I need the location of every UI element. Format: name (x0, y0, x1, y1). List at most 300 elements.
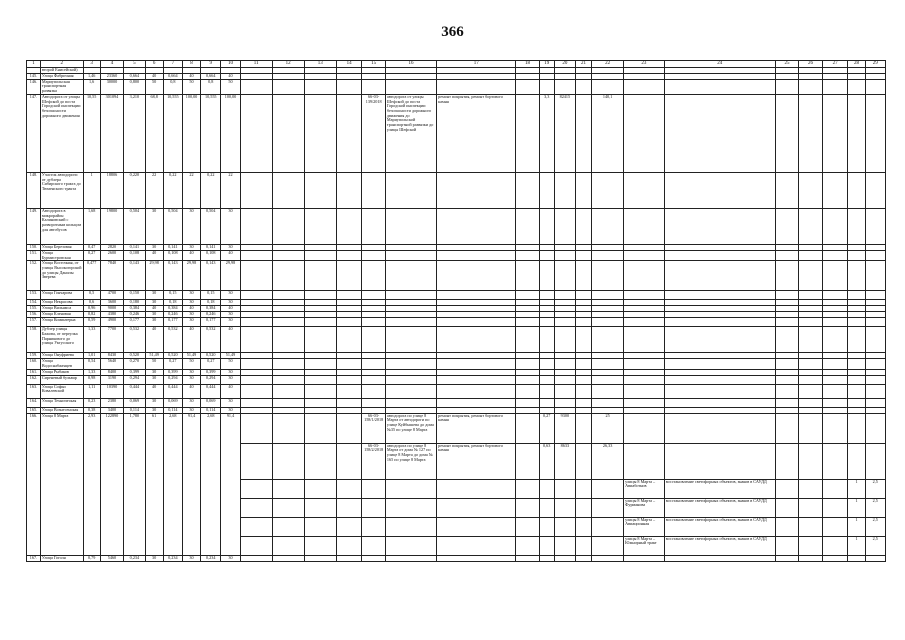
table-cell (385, 384, 436, 398)
table-cell: 150. (27, 244, 41, 250)
table-cell (865, 261, 885, 291)
table-cell (576, 443, 592, 479)
table-cell (516, 291, 540, 300)
table-cell: 40 (145, 384, 163, 398)
table-cell (775, 443, 799, 479)
table-cell (539, 208, 554, 244)
table-cell (516, 172, 540, 208)
table-cell (664, 384, 775, 398)
table-cell (848, 443, 865, 479)
table-cell: 30 (182, 369, 200, 375)
table-cell (799, 384, 823, 398)
table-cell: 40 (182, 384, 200, 398)
table-cell: 162. (27, 375, 41, 384)
table-cell: 1,01 (83, 353, 100, 359)
table-cell (554, 384, 575, 398)
table-cell: Улица Бурмистровская (40, 250, 83, 260)
table-row (27, 261, 886, 291)
table-cell: 29,98 (145, 261, 163, 291)
table-cell: 40 (182, 250, 200, 260)
table-cell: 2,5 (865, 498, 885, 517)
table-body (27, 68, 886, 562)
table-cell (539, 327, 554, 353)
table-cell (775, 555, 799, 561)
table-cell (240, 413, 272, 443)
table-cell (799, 479, 823, 498)
table-cell (516, 413, 540, 443)
table-cell: 30 (182, 398, 200, 407)
page-number: 366 (441, 24, 464, 40)
table-cell: улицы 8 Марта – Южнорный тракт (624, 536, 665, 555)
table-cell: 0,79 (83, 555, 100, 561)
table-cell (304, 517, 336, 536)
table-cell (362, 318, 386, 327)
table-cell: Улица Водоснабженцев (40, 359, 83, 369)
table-cell: улицы 8 Марта – Авиационная (624, 517, 665, 536)
table-cell (592, 375, 624, 384)
table-cell (664, 443, 775, 479)
table-cell (822, 536, 848, 555)
column-number-21: 21 (576, 61, 592, 68)
table-cell (664, 172, 775, 208)
table-cell: 0,532 (124, 327, 145, 353)
table-cell (336, 555, 362, 561)
table-cell (592, 398, 624, 407)
table-cell (272, 250, 304, 260)
table-cell: 2,5 (865, 479, 885, 498)
column-number-25: 25 (775, 61, 799, 68)
table-cell (437, 359, 516, 369)
table-cell: Улица Гоголя (40, 555, 83, 561)
table-cell (240, 318, 272, 327)
table-cell (272, 359, 304, 369)
table-cell (624, 261, 665, 291)
table-cell: 1,6 (83, 79, 100, 94)
table-cell: 0,246 (201, 312, 221, 318)
table-cell (848, 291, 865, 300)
table-cell (362, 208, 386, 244)
table-cell: 0,520 (201, 353, 221, 359)
table-cell (592, 250, 624, 260)
table-cell (240, 359, 272, 369)
table-cell: Участок автодороги от дублера Сибирского тракта до Тюменского тракта (40, 172, 83, 208)
table-cell: 158. (27, 327, 41, 353)
table-cell: восстановление светофорных объектов, знаков в САУДД (664, 498, 775, 517)
table-cell (539, 398, 554, 407)
table-cell: 0,59 (83, 318, 100, 327)
table-cell: 146. (27, 79, 41, 94)
table-cell: 40 (221, 384, 240, 398)
table-cell: 167. (27, 555, 41, 561)
table-cell: 0,234 (124, 555, 145, 561)
table-cell: 22 (145, 172, 163, 208)
table-cell (362, 555, 386, 561)
table-cell (437, 536, 516, 555)
table-cell: 30 (182, 208, 200, 244)
column-number-row (27, 61, 886, 68)
table-cell (304, 413, 336, 443)
table-cell (848, 555, 865, 561)
table-cell (516, 94, 540, 172)
table-cell (664, 413, 775, 443)
table-cell (304, 94, 336, 172)
table-cell: Улица 8 Марта (40, 413, 83, 555)
table-cell: 1,780 (124, 413, 145, 555)
table-cell: 0,141 (124, 244, 145, 250)
table-cell: 0,96 (83, 306, 100, 312)
table-cell (272, 172, 304, 208)
table-cell (362, 261, 386, 291)
table-cell (272, 443, 304, 479)
table-cell: 0,664 (201, 73, 221, 79)
table-cell: 0,63 (539, 443, 554, 479)
table-cell: 0,27 (83, 250, 100, 260)
table-cell: 0,8 (201, 79, 221, 94)
table-cell: 50 (145, 359, 163, 369)
table-cell (240, 517, 272, 536)
table-cell (539, 479, 554, 498)
table-cell (822, 375, 848, 384)
table-cell (304, 261, 336, 291)
table-cell: 161. (27, 369, 41, 375)
table-cell: 30 (182, 375, 200, 384)
table-cell: 0,444 (201, 384, 221, 398)
table-cell (385, 327, 436, 353)
table-cell (664, 318, 775, 327)
table-cell: Улица Фабричная (40, 73, 83, 79)
table-cell: 147. (27, 94, 41, 172)
table-cell (272, 318, 304, 327)
table-cell (865, 291, 885, 300)
table-cell: 30 (182, 555, 200, 561)
table-cell: 0,27 (539, 413, 554, 443)
table-cell (240, 327, 272, 353)
table-cell (437, 517, 516, 536)
table-row (27, 79, 886, 94)
table-cell (539, 318, 554, 327)
table-cell: 1,11 (83, 384, 100, 398)
table-cell (516, 443, 540, 479)
table-cell: 29,98 (221, 261, 240, 291)
table-cell: 7700 (100, 327, 124, 353)
table-cell: 0,98 (83, 375, 100, 384)
table-cell (240, 94, 272, 172)
table-cell: 0,22 (163, 172, 182, 208)
table-cell (385, 291, 436, 300)
table-cell (775, 250, 799, 260)
table-cell (516, 327, 540, 353)
table-cell (592, 208, 624, 244)
table-cell: 0,399 (163, 369, 182, 375)
table-cell: 0,069 (163, 398, 182, 407)
table-cell (240, 398, 272, 407)
table-cell (304, 172, 336, 208)
table-cell: 30 (145, 375, 163, 384)
table-cell (539, 375, 554, 384)
table-cell: Улица Восточная, от улицы Высокогорской до улицы Данилы Зверева (40, 261, 83, 291)
table-cell: 40 (221, 250, 240, 260)
table-cell: 8400 (100, 369, 124, 375)
column-number-13: 13 (304, 61, 336, 68)
table-cell (304, 536, 336, 555)
table-cell: 51,49 (182, 353, 200, 359)
column-number-19: 19 (539, 61, 554, 68)
table-cell (822, 79, 848, 94)
table-cell (272, 413, 304, 443)
table-row (27, 250, 886, 260)
table-cell (592, 384, 624, 398)
table-cell (539, 384, 554, 398)
table-cell: 4700 (100, 291, 124, 300)
table-cell: 30 (221, 208, 240, 244)
table-cell: улицы 8 Марта – Фурманова (624, 498, 665, 517)
table-cell (822, 94, 848, 172)
table-cell (516, 555, 540, 561)
table-cell (592, 517, 624, 536)
table-cell: 0,82 (83, 312, 100, 318)
table-cell (362, 398, 386, 407)
table-cell (799, 172, 823, 208)
table-cell: 0,294 (124, 375, 145, 384)
column-number-15: 15 (362, 61, 386, 68)
table-cell (775, 291, 799, 300)
table-cell: 0,141 (201, 244, 221, 250)
column-number-17: 17 (437, 61, 516, 68)
table-cell: 66-03-158/2/2018 (362, 443, 386, 479)
column-number-5: 5 (124, 61, 145, 68)
table-row (27, 318, 886, 327)
table-cell: 0,8 (163, 79, 182, 94)
table-cell (822, 479, 848, 498)
table-cell: 0,15 (163, 291, 182, 300)
table-cell: 0,532 (201, 327, 221, 353)
table-cell: 5460 (100, 555, 124, 561)
table-cell (437, 318, 516, 327)
table-cell (775, 536, 799, 555)
table-cell: 61 (145, 413, 163, 555)
table-cell: 68,8 (145, 94, 163, 172)
table-cell: 50 (221, 359, 240, 369)
table-row (27, 291, 886, 300)
table-cell (799, 327, 823, 353)
table-cell (272, 398, 304, 407)
table-cell (385, 398, 436, 407)
table-cell: Улица Вильямса (40, 306, 83, 312)
table-cell (362, 327, 386, 353)
table-cell (592, 318, 624, 327)
table-cell: 1,33 (83, 327, 100, 353)
table-cell (799, 536, 823, 555)
table-cell (848, 94, 865, 172)
table-cell: 0,444 (124, 384, 145, 398)
table-cell (865, 208, 885, 244)
table-cell: 40 (182, 73, 200, 79)
column-number-29: 29 (865, 61, 885, 68)
table-cell (362, 172, 386, 208)
table-cell (272, 517, 304, 536)
table-cell (624, 94, 665, 172)
table-cell (554, 172, 575, 208)
table-cell (385, 536, 436, 555)
table-cell (554, 291, 575, 300)
table-cell: 1 (848, 479, 865, 498)
table-cell (336, 94, 362, 172)
table-cell: 0,18 (163, 300, 182, 306)
table-cell: 149. (27, 208, 41, 244)
table-cell (437, 261, 516, 291)
table-cell (362, 359, 386, 369)
table-cell: Дублер улицы Бажова, от переулка Парникового до улицы Уктусского (40, 327, 83, 353)
table-cell (799, 208, 823, 244)
table-cell: 154. (27, 300, 41, 306)
table-cell (865, 443, 885, 479)
table-cell (799, 79, 823, 94)
table-cell (362, 517, 386, 536)
table-cell: 3190 (100, 375, 124, 384)
table-cell (516, 384, 540, 398)
table-cell (775, 172, 799, 208)
table-cell (799, 318, 823, 327)
table-cell (385, 375, 436, 384)
table-cell (592, 291, 624, 300)
table-cell: 0,664 (163, 73, 182, 79)
table-cell (822, 555, 848, 561)
table-cell (624, 208, 665, 244)
table-cell (865, 250, 885, 260)
table-cell: 0,294 (163, 375, 182, 384)
table-cell: 30 (182, 244, 200, 250)
table-cell (822, 413, 848, 443)
table-cell: Улица Техническая (40, 398, 83, 407)
table-cell: 0,220 (124, 172, 145, 208)
table-cell (516, 318, 540, 327)
table-cell (240, 536, 272, 555)
table-cell (664, 94, 775, 172)
table-cell: 2,68 (201, 413, 221, 555)
table-cell: 30 (221, 291, 240, 300)
table-cell (775, 261, 799, 291)
table-cell: 0,177 (201, 318, 221, 327)
table-cell (272, 536, 304, 555)
table-cell: 40 (182, 327, 200, 353)
table-cell: 157. (27, 318, 41, 327)
table-cell (664, 398, 775, 407)
table-cell: 1 (83, 172, 100, 208)
table-cell (516, 79, 540, 94)
table-row (27, 327, 886, 353)
table-cell (865, 413, 885, 443)
table-cell: 25 (592, 413, 624, 443)
table-cell: 2,93 (83, 413, 100, 555)
table-cell: 164. (27, 398, 41, 407)
table-cell: 0,234 (201, 555, 221, 561)
table-cell (336, 79, 362, 94)
table-cell: второй Енисейской) (40, 68, 83, 74)
table-cell (576, 79, 592, 94)
table-cell: 30 (182, 300, 200, 306)
table-cell: автодорога по улице 8 Марта от автодороги по улице Куйбышева до дома №35 по улице 8 Марта (385, 413, 436, 443)
table-cell: 30000 (100, 79, 124, 94)
table-cell (272, 375, 304, 384)
table-cell: 1 (848, 517, 865, 536)
table-cell: 0,504 (124, 208, 145, 244)
table-cell: 4900 (100, 318, 124, 327)
table-cell (576, 94, 592, 172)
table-cell: 30 (221, 300, 240, 306)
table-cell (624, 398, 665, 407)
table-cell (304, 498, 336, 517)
table-cell (664, 261, 775, 291)
table-cell (624, 250, 665, 260)
table-cell: 2380 (100, 398, 124, 407)
table-cell (554, 327, 575, 353)
table-cell (516, 498, 540, 517)
table-cell: 7840 (100, 261, 124, 291)
table-cell (822, 384, 848, 398)
table-cell (539, 261, 554, 291)
table-cell: 0,504 (163, 208, 182, 244)
table-cell (865, 327, 885, 353)
table-cell (775, 318, 799, 327)
table-cell (304, 79, 336, 94)
table-cell (554, 318, 575, 327)
table-cell: Улица Софьи Ковалевской (40, 384, 83, 398)
table-row (27, 94, 886, 172)
table-cell (336, 291, 362, 300)
column-number-26: 26 (799, 61, 823, 68)
table-cell (848, 375, 865, 384)
table-cell (336, 359, 362, 369)
table-cell: 2,68 (163, 413, 182, 555)
table-cell (576, 536, 592, 555)
table-cell (385, 172, 436, 208)
table-cell: 30 (182, 291, 200, 300)
table-cell: 30 (145, 291, 163, 300)
table-cell (848, 261, 865, 291)
table-cell: 30 (221, 398, 240, 407)
table-cell: 30 (221, 555, 240, 561)
table-cell (576, 327, 592, 353)
table-cell (822, 498, 848, 517)
table-cell: 50 (221, 79, 240, 94)
table-cell: 0,5 (83, 291, 100, 300)
table-cell: 1,46 (83, 73, 100, 79)
table-cell (865, 384, 885, 398)
table-cell (539, 555, 554, 561)
table-cell: 160. (27, 359, 41, 369)
table-cell: 66-03-139/2018 (362, 94, 386, 172)
table-cell (624, 291, 665, 300)
table-cell (848, 327, 865, 353)
table-cell: 10390 (100, 384, 124, 398)
table-cell: 0,069 (201, 398, 221, 407)
table-cell (437, 79, 516, 94)
table-cell: 2,5 (865, 517, 885, 536)
table-cell: 1 (848, 536, 865, 555)
table-cell (775, 384, 799, 398)
column-number-10: 10 (221, 61, 240, 68)
table-cell (865, 555, 885, 561)
table-cell (822, 261, 848, 291)
table-cell: 0,38 (83, 407, 100, 413)
table-cell (240, 443, 272, 479)
table-cell (516, 536, 540, 555)
table-cell: 151. (27, 250, 41, 260)
table-cell: 0,150 (124, 291, 145, 300)
table-cell (240, 375, 272, 384)
table-cell: 30 (182, 312, 200, 318)
table-cell (336, 413, 362, 443)
